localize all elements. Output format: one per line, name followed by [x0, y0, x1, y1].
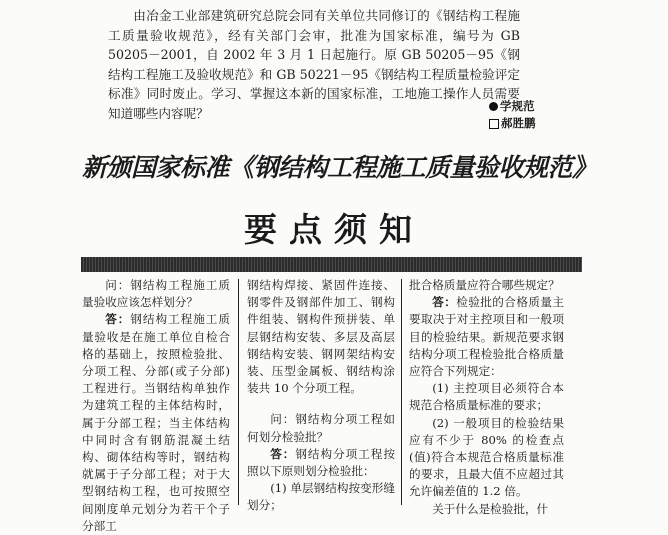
answer-label: 答：: [105, 312, 131, 327]
article-title: 新颁国家标准《钢结构工程施工质量验收规范》: [82, 153, 597, 182]
article-subtitle: 要点须知: [244, 210, 424, 249]
column-3: [409, 277, 564, 518]
answer-3-item-1: (1) 主控项目必须符合本规范合格质量标准的要求；: [409, 381, 564, 413]
answer-2-text: 钢结构分项工程按照以下原则划分检验批：: [247, 446, 395, 479]
author-row-1: [489, 98, 536, 115]
next-question-start: 关于什么是检验批，什: [432, 501, 549, 516]
intro-section: [108, 6, 520, 124]
author-block: [489, 98, 536, 132]
bullet-dot-icon: [489, 102, 498, 111]
answer-3: [409, 294, 564, 380]
answer-3-item-2: (2) 一般项目的检验结果应有不少于 80% 的检查点(值)符合本规范合格质量标准的要求，且最大值不应超过其允许偏差值的 1.2 倍。: [409, 415, 564, 499]
author-row-2: [489, 115, 536, 132]
column-divider-1: [238, 279, 239, 505]
answer-3-text: 检验批的合格质量主要取决于对主控项目和一般项目的检验结果。新规范要求钢结构分项工程检验批合格质量应符合下列规定：: [409, 295, 564, 379]
intro-paragraph: 由冶金工业部建筑研究总院会同有关单位共同修订的《钢结构工程施工质量验收规范》，经有关部门会审，批准为国家标准，编号为 GB 50205－2001，自 2002 年 3 月 1 日起施行。原 GB 50205－95《钢结构工程施工及验收规范》和 GB 50221－95《钢结构工程质量检验评定标准》同时废止。学习、掌握这本新的国家标准，工地施工操作人员需要知道哪些内容呢？: [108, 8, 520, 121]
column-divider-2: [401, 279, 402, 505]
answer-1-continued: 钢结构焊接、紧固件连接、钢零件及钢部件加工、钢构件组装、钢构件预拼装、单层钢结构安装、多层及高层钢结构安装、钢网架结构安装、压型金属板、钢结构涂装共 10 个分项工程。: [247, 278, 395, 396]
question-2: 问：钢结构分项工程如何划分检验批？: [247, 412, 395, 444]
column-1: [82, 277, 230, 535]
column-2: [247, 277, 395, 515]
answer-2-item-1: (1) 单层钢结构按变形缝划分；: [247, 481, 395, 513]
answer-1: [82, 311, 230, 535]
question-3-continued: 批合格质量应符合哪些规定？: [409, 278, 560, 292]
spacer: [247, 397, 395, 411]
decorative-band: [81, 257, 582, 272]
answer-1-text: 钢结构工程施工质量验收是在施工单位自检合格的基础上，按照检验批、分项工程、分部(或子分部)工程进行。当钢结构单独作为建筑工程的主体结构时，属于分部工程；当主体结构中同时含有钢筋混凝土结构、砌体结构等时，钢结构就属于子分部工程；对于大型钢结构工程，也可按照空间刚度单元划分为若干个子分部工: [82, 312, 230, 533]
bullet-square-icon: [489, 119, 499, 129]
answer-2: [247, 446, 395, 480]
question-1: 问：钢结构工程施工质量验收应该怎样划分？: [82, 278, 230, 310]
answer-label: 答：: [270, 446, 296, 461]
author-name-2: 郝胜鹏: [501, 116, 536, 130]
author-name-1: 学规范: [500, 99, 535, 113]
answer-label: 答：: [432, 295, 457, 310]
